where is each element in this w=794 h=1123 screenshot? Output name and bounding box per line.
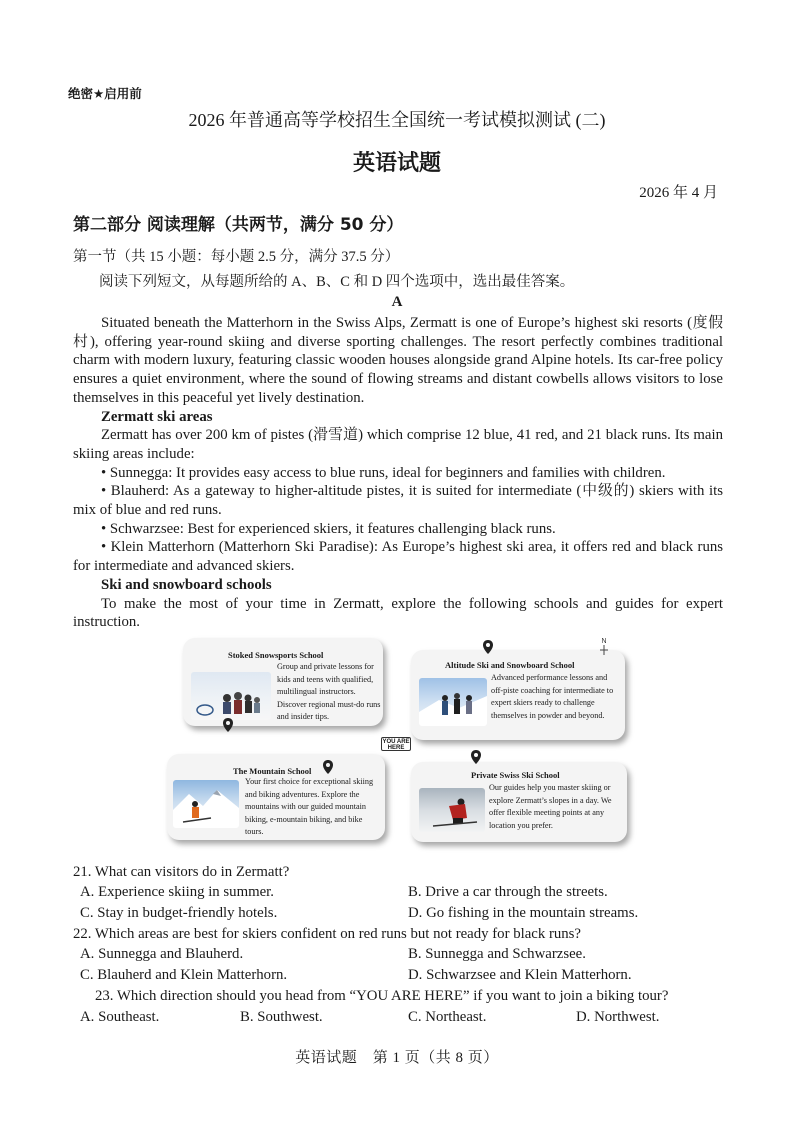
school-name: Private Swiss Ski School (471, 770, 560, 780)
areas-heading: Zermatt ski areas (101, 408, 213, 425)
area-item: • Schwarzsee: Best for experienced skiers, it features challenging black runs. (101, 520, 556, 537)
school-desc: Group and private lessons for kids and teens with qualified, multilingual instructors. Discover regional must-do runs and insider tips. (277, 662, 381, 721)
school-photo (419, 788, 485, 832)
option: B. Drive a car through the streets. (408, 884, 608, 900)
map-pin-icon (471, 750, 481, 764)
exam-date: 2026 年 4 月 (639, 185, 718, 201)
schools-heading: Ski and snowboard schools (101, 576, 272, 593)
area-item: • Klein Matterhorn (Matterhorn Ski Paradise): As Europe’s highest ski area, it offers red and black runs for intermediate and advanced skiers. (73, 539, 723, 575)
school-photo (191, 672, 271, 720)
option: C. Northeast. (408, 1009, 487, 1025)
subject-title: 英语试题 (352, 151, 441, 176)
option: D. Go fishing in the mountain streams. (408, 905, 639, 921)
option: B. Sunnegga and Schwarzsee. (408, 946, 586, 962)
option: A. Sunnegga and Blauherd. (80, 946, 244, 962)
passage-letter: A (391, 294, 403, 310)
school-desc: Advanced performance lessons and off-piste coaching for intermediate to expert skiers ready to challenge themselves in powder and beyond. (491, 673, 614, 720)
question-stem: 23. Which direction should you head from “YOU ARE HERE” if you want to join a biking tour? (95, 988, 669, 1004)
school-name: The Mountain School (233, 766, 312, 776)
you-are-here-marker (381, 737, 411, 751)
you-are-here-label: YOU ARE HERE (382, 739, 410, 751)
school-card-private (411, 762, 627, 842)
compass-icon (597, 638, 611, 656)
school-photo (419, 678, 487, 726)
map-pin-icon (223, 718, 233, 732)
school-card-altitude (411, 650, 625, 740)
compass-north: N (601, 638, 607, 645)
option: D. Northwest. (576, 1009, 660, 1025)
area-item: • Blauherd: As a gateway to higher-altitude pistes, it is suited for intermediate (中级的) skiers with its mix of blue and red runs. (73, 483, 723, 519)
exam-title: 2026 年普通高等学校招生全国统一考试模拟测试 (二) (188, 110, 606, 130)
schools-map (165, 636, 635, 848)
schools-intro: To make the most of your time in Zermatt, explore the following schools and guides for expert instruction. (73, 595, 723, 631)
school-card-stoked (183, 638, 383, 726)
option: D. Schwarzsee and Klein Matterhorn. (408, 967, 632, 983)
option: A. Southeast. (80, 1009, 160, 1025)
instruction: 阅读下列短文，从每题所给的 A、B、C 和 D 四个选项中，选出最佳答案。 (99, 274, 575, 290)
passage-body (73, 314, 723, 632)
page-footer: 英语试题 第 1 页（共 8 页） (295, 1050, 499, 1066)
confidential-label: 绝密★启用前 (68, 86, 142, 101)
area-item: • Sunnegga: It provides easy access to blue runs, ideal for beginners and families with children. (101, 464, 666, 481)
school-desc: Our guides help you master skiing or explore Zermatt’s slopes in a day. We offer flexible meeting points at any location you prefer. (489, 783, 612, 830)
option: B. Southwest. (240, 1009, 323, 1025)
school-photo (173, 780, 239, 828)
part-title: 第二部分 阅读理解（共两节，满分 50 分） (73, 215, 404, 235)
option: A. Experience skiing in summer. (80, 884, 274, 900)
map-pin-icon (323, 760, 333, 774)
passage-intro: Situated beneath the Matterhorn in the Swiss Alps, Zermatt is one of Europe’s highest ski resorts (度假村), offering year-round skiing and diverse sporting challenges. The resort perfectly combines traditional charm with modern luxury, featuring classic wooden houses alongside grand Alpine hotels. Its car-free policy ensures a quiet environment, where the sound of flowing streams and distant cowbells allows visitors to lose themselves in this peaceful yet lively destination. (73, 315, 723, 406)
school-name: Stoked Snowsports School (228, 650, 324, 660)
school-desc: Your first choice for exceptional skiing and biking adventures. Explore the mountains with our guided mountain biking, e-mountain biking, and bike tours. (245, 777, 374, 836)
areas-intro: Zermatt has over 200 km of pistes (滑雪道) which comprise 12 blue, 41 red, and 21 black runs. Its main skiing areas include: (73, 427, 723, 462)
option: C. Blauherd and Klein Matterhorn. (80, 967, 288, 983)
school-card-mountain (167, 754, 385, 840)
map-pin-icon (483, 640, 493, 654)
question-stem: 22. Which areas are best for skiers confident on red runs but not ready for black runs? (73, 926, 581, 942)
section-title: 第一节（共 15 小题：每小题 2.5 分，满分 37.5 分） (73, 249, 400, 265)
question-stem: 21. What can visitors do in Zermatt? (73, 864, 290, 880)
school-name: Altitude Ski and Snowboard School (445, 660, 575, 670)
option: C. Stay in budget-friendly hotels. (80, 905, 278, 921)
